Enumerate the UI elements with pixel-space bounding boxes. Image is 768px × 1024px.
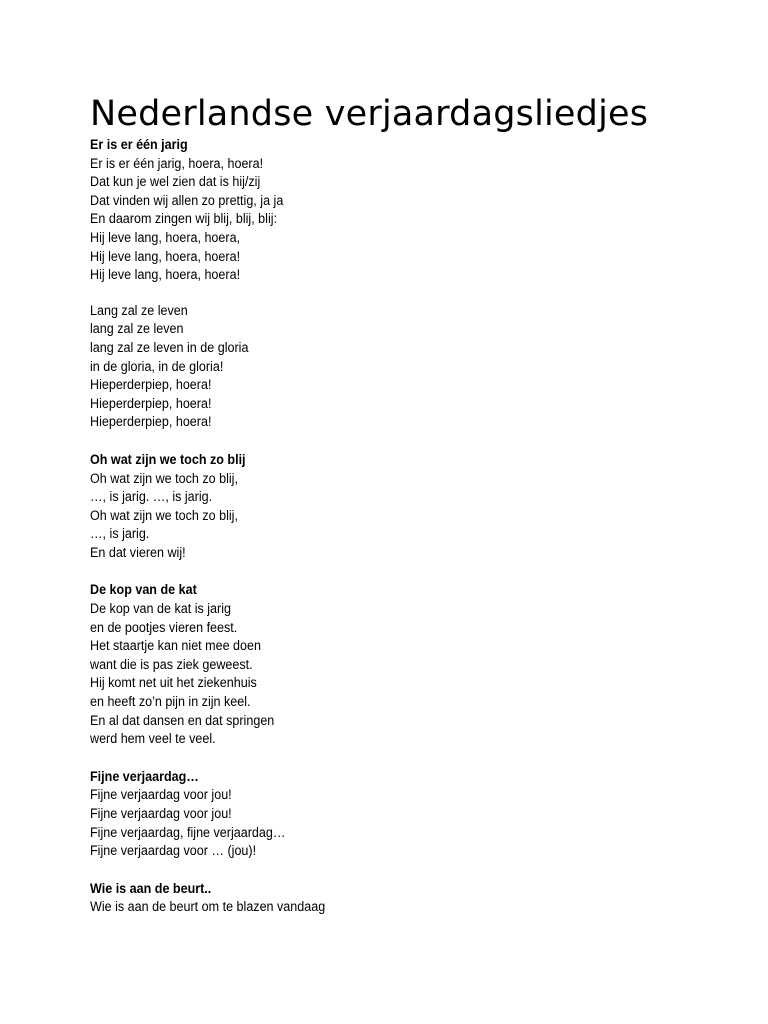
document-title: Nederlandse verjaardagsliedjes: [90, 94, 649, 134]
lyric-line: Oh wat zijn we toch zo blij,: [90, 470, 238, 486]
song-oh-wat-zijn-we-toch-zo-blij: [90, 451, 730, 563]
song-title: Wie is aan de beurt..: [90, 880, 212, 896]
song-title: Fijne verjaardag…: [90, 768, 199, 784]
lyric-line: Hij komt net uit het ziekenhuis: [90, 675, 257, 691]
lyric-line: Dat kun je wel zien dat is hij/zij: [90, 174, 261, 190]
lyric-line: want die is pas ziek geweest.: [90, 656, 253, 672]
lyric-line: En al dat dansen en dat springen: [90, 712, 275, 728]
song-verse: [90, 155, 730, 285]
song-fijne-verjaardag: [90, 768, 730, 861]
lyric-line: En daarom zingen wij blij, blij, blij:: [90, 211, 278, 227]
document-page: [90, 92, 730, 917]
lyric-line: Hij leve lang, hoera, hoera!: [90, 267, 241, 283]
lyric-line: Hij leve lang, hoera, hoera,: [90, 229, 241, 245]
lyric-line: in de gloria, in de gloria!: [90, 358, 224, 374]
lyric-line: Het staartje kan niet mee doen: [90, 638, 261, 654]
lyric-line: Wie is aan de beurt om te blazen vandaag: [90, 899, 326, 915]
song-de-kop-van-de-kat: [90, 581, 730, 748]
song-title: Oh wat zijn we toch zo blij: [90, 451, 246, 467]
lyric-line: En dat vieren wij!: [90, 544, 186, 560]
lyric-line: Oh wat zijn we toch zo blij,: [90, 507, 238, 523]
lyric-line: lang zal ze leven: [90, 321, 184, 337]
song-verse: [90, 786, 730, 860]
lyric-line: Hij leve lang, hoera, hoera!: [90, 248, 241, 264]
lyric-line: en de pootjes vieren feest.: [90, 619, 238, 635]
lyric-line: Hieperderpiep, hoera!: [90, 414, 212, 430]
lyric-line: Er is er één jarig, hoera, hoera!: [90, 155, 264, 171]
lyric-line: Fijne verjaardag voor jou!: [90, 787, 232, 803]
lyric-line: …, is jarig. …, is jarig.: [90, 489, 213, 505]
lyric-line: Fijne verjaardag voor … (jou)!: [90, 843, 257, 859]
song-wie-is-aan-de-beurt: [90, 880, 730, 917]
lyric-line: Dat vinden wij allen zo prettig, ja ja: [90, 192, 284, 208]
lyric-line: Fijne verjaardag voor jou!: [90, 806, 232, 821]
lyric-line: Fijne verjaardag, fijne verjaardag…: [90, 824, 286, 840]
lyric-line: werd hem veel te veel.: [90, 731, 216, 747]
song-er-is-er-een-jarig: [90, 136, 730, 432]
lyric-line: lang zal ze leven in de gloria: [90, 339, 249, 355]
lyric-line: De kop van de kat is jarig: [90, 601, 231, 617]
lyric-line: Lang zal ze leven: [90, 302, 188, 318]
song-verse: [90, 302, 730, 432]
song-title: De kop van de kat: [90, 582, 197, 598]
song-verse: [90, 898, 730, 917]
song-verse: [90, 470, 730, 563]
lyric-line: Hieperderpiep, hoera!: [90, 395, 212, 411]
lyric-line: en heeft zo’n pijn in zijn keel.: [90, 694, 251, 710]
song-title: Er is er één jarig: [90, 137, 188, 152]
lyric-line: Hieperderpiep, hoera!: [90, 377, 212, 393]
song-verse: [90, 600, 730, 749]
lyric-line: …, is jarig.: [90, 526, 150, 542]
